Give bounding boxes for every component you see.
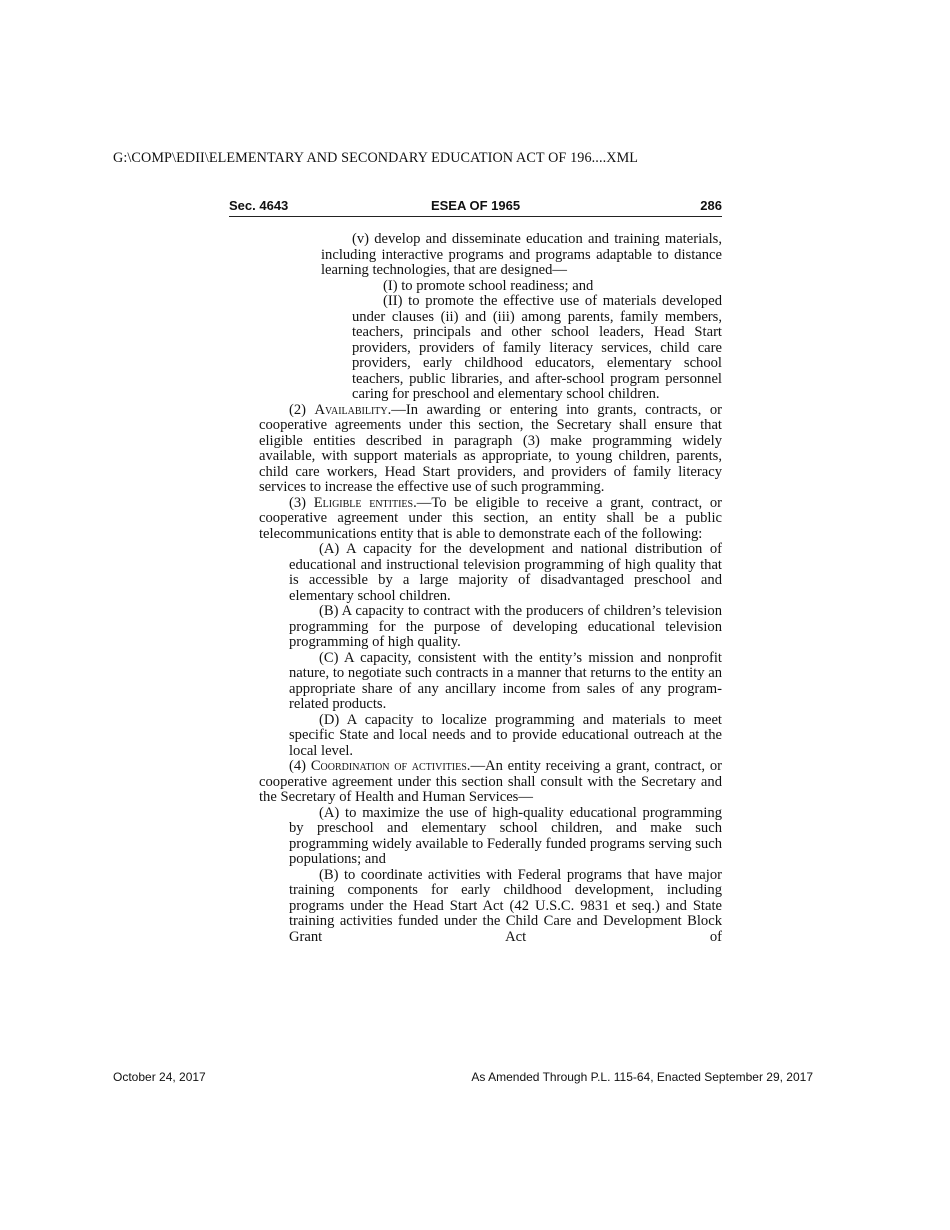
paragraph-2-number: (2) [289,401,307,418]
subclause-II: (II) to promote the effective use of materials developed under clauses (ii) and (iii) among parents, family members, teachers, principals and other school leaders, Head Start providers, providers of family literacy services, child care providers, early childhood educators, elementary school teachers, public libraries, and after-school program personnel caring for preschool and elementary school children. [352,293,722,402]
file-path-header: G:\COMP\EDII\ELEMENTARY AND SECONDARY EDUCATION ACT OF 196....XML [113,150,639,166]
paragraph-2 [259,403,722,496]
section-number: Sec. 4643 [229,198,289,213]
clause-v: (v) develop and disseminate education and training materials, including interactive programs and programs adaptable to distance learning technologies, that are designed— [321,231,722,278]
subparagraph-4B: (B) to coordinate activities with Federal programs that have major training components for early childhood development, including programs under the Head Start Act (42 U.S.C. 9831 et seq.) and State training activities funded under the Child Care and Development Block Grant Act of [289,866,722,945]
statute-body [259,232,722,945]
paragraph-4-number: (4) [289,758,307,774]
paragraph-2-text: .—In awarding or entering into grants, contracts, or cooperative agreements under this section, the Secretary shall ensure that eligible entities described in paragraph (3) make programming widely available, with support materials as appropriate, to young children, parents, child care workers, Head Start providers, and providers of family literacy services to increase the effective use of such programming. [259,401,722,495]
act-title: ESEA OF 1965 [430,198,521,213]
subparagraph-3A: (A) A capacity for the development and national distribution of educational and instructional television programming of high quality that is accessible by a large majority of disadvantaged preschool and elementary school children. [289,541,722,604]
page-number: 286 [700,198,722,213]
paragraph-3-heading: Eligible entities [313,494,414,511]
footer-date: October 24, 2017 [113,1070,206,1084]
paragraph-4-text: .—An entity receiving a grant, contract, or cooperative agreement under this section shall consult with the Secretary and the Secretary of Health and Human Services— [259,758,723,805]
footer-amendment-note: As Amended Through P.L. 115-64, Enacted September 29, 2017 [471,1070,813,1084]
paragraph-2-heading: Availability [314,401,388,418]
subclause-I: (I) to promote school readiness; and [383,277,594,294]
paragraph-4-heading: Coordination of activities [310,758,467,774]
subparagraph-3B: (B) A capacity to contract with the producers of children’s television programming for the purpose of developing educational television programming of high quality. [289,603,722,650]
paragraph-3-number: (3) [289,494,307,511]
subparagraph-4A: (A) to maximize the use of high-quality educational programming by preschool and elementary school children, and make such programming widely available to Federally funded programs serving such populations; and [289,804,722,867]
running-header [229,198,722,217]
subparagraph-3D: (D) A capacity to localize programming and materials to meet specific State and local needs and to provide educational outreach at the local level. [289,711,722,759]
paragraph-3-text: .—To be eligible to receive a grant, contract, or cooperative agreement under this section, an entity shall be a public telecommunications entity that is able to demonstrate each of the following: [259,494,723,542]
subparagraph-3C: (C) A capacity, consistent with the entity’s mission and nonprofit nature, to negotiate such contracts in a manner that returns to the entity an appropriate share of any ancillary income from sales of any program-related products. [289,649,722,712]
paragraph-3 [259,496,722,543]
paragraph-4 [259,759,722,806]
